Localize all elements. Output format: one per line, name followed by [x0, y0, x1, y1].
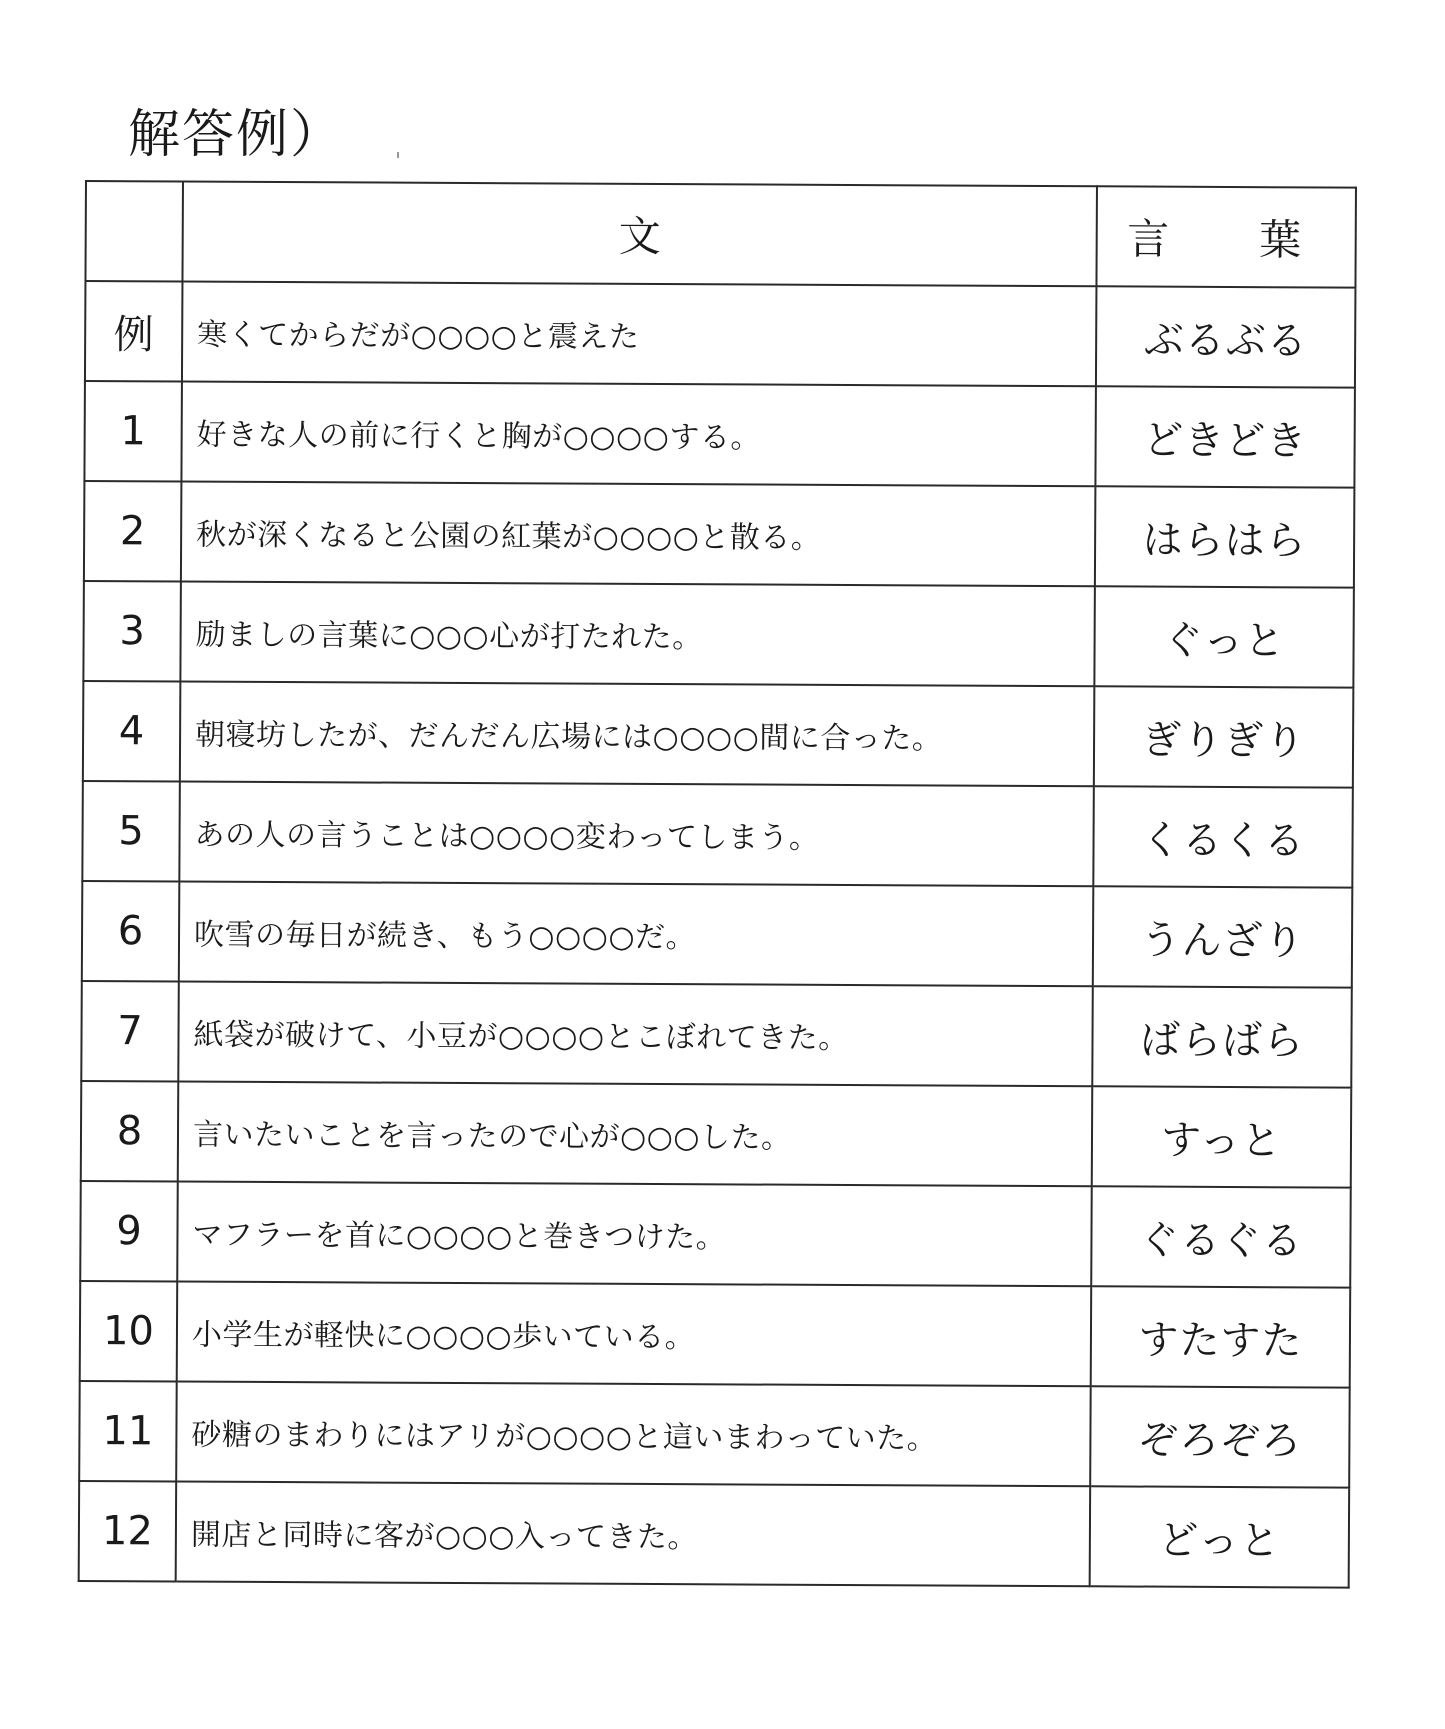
row-answer-word: どっと	[1090, 1486, 1350, 1587]
row-answer-word: うんざり	[1093, 886, 1353, 987]
table-row	[83, 581, 1354, 688]
table-row	[85, 281, 1356, 388]
table-row	[83, 681, 1354, 788]
table-row	[80, 1281, 1351, 1388]
row-answer-word: どきどき	[1095, 386, 1355, 487]
row-sentence: 吹雪の毎日が続き、もう○○○○だ。	[179, 882, 1094, 987]
row-answer-word: ぐるぐる	[1091, 1186, 1351, 1287]
row-number: 9	[80, 1181, 178, 1282]
table-row	[82, 781, 1353, 888]
row-answer-word: ぐっと	[1094, 586, 1354, 687]
header-word-cell: 言 葉	[1096, 186, 1356, 287]
row-sentence: 寒くてからだが○○○○と震えた	[182, 282, 1097, 387]
header-num-cell	[85, 181, 183, 282]
row-sentence: 紙袋が破けて、小豆が○○○○とこぼれてきた。	[178, 982, 1093, 1087]
row-number: 2	[84, 481, 182, 582]
row-number: 8	[81, 1081, 179, 1182]
row-sentence: 開店と同時に客が○○○入ってきた。	[176, 1481, 1091, 1586]
row-answer-word: ぶるぶる	[1096, 286, 1356, 387]
row-sentence: 秋が深くなると公園の紅葉が○○○○と散る。	[181, 482, 1096, 587]
row-sentence: 砂糖のまわりにはアリが○○○○と這いまわっていた。	[176, 1381, 1091, 1486]
row-number: 11	[79, 1381, 177, 1482]
row-number: 7	[81, 981, 179, 1082]
row-number: 6	[82, 881, 180, 982]
row-number: 例	[85, 281, 183, 382]
table-row	[81, 981, 1352, 1088]
table-row	[82, 881, 1353, 988]
row-answer-word: すたすた	[1091, 1286, 1351, 1387]
table-header-row	[85, 181, 1356, 288]
row-answer-word: くるくる	[1093, 786, 1353, 887]
row-answer-word: すっと	[1092, 1086, 1352, 1187]
row-number: 10	[80, 1281, 178, 1382]
table-row	[81, 1081, 1352, 1188]
row-number: 1	[84, 381, 182, 482]
table-row	[84, 481, 1355, 588]
row-answer-word: はらはら	[1095, 486, 1355, 587]
row-sentence: マフラーを首に○○○○と巻きつけた。	[177, 1181, 1092, 1286]
row-sentence: 好きな人の前に行くと胸が○○○○する。	[181, 382, 1096, 487]
table-row	[79, 1381, 1350, 1488]
answer-table	[78, 180, 1357, 1589]
scan-speck	[397, 152, 399, 158]
row-sentence: あの人の言うことは○○○○変わってしまう。	[179, 782, 1094, 887]
table-row	[80, 1181, 1351, 1288]
row-sentence: 朝寝坊したが、だんだん広場には○○○○間に合った。	[180, 682, 1095, 787]
row-answer-word: ぞろぞろ	[1090, 1386, 1350, 1487]
row-number: 12	[79, 1481, 177, 1582]
header-sentence-cell: 文	[182, 182, 1097, 287]
row-number: 3	[83, 581, 181, 682]
row-number: 5	[82, 781, 180, 882]
row-sentence: 言いたいことを言ったので心が○○○した。	[178, 1082, 1093, 1187]
row-sentence: 小学生が軽快に○○○○歩いている。	[177, 1281, 1092, 1386]
table-row	[79, 1481, 1350, 1588]
row-answer-word: ばらばら	[1092, 986, 1352, 1087]
table-row	[84, 381, 1355, 488]
row-sentence: 励ましの言葉に○○○心が打たれた。	[180, 582, 1095, 687]
page-title: 解答例）	[128, 105, 345, 165]
row-answer-word: ぎりぎり	[1094, 686, 1354, 787]
row-number: 4	[83, 681, 181, 782]
